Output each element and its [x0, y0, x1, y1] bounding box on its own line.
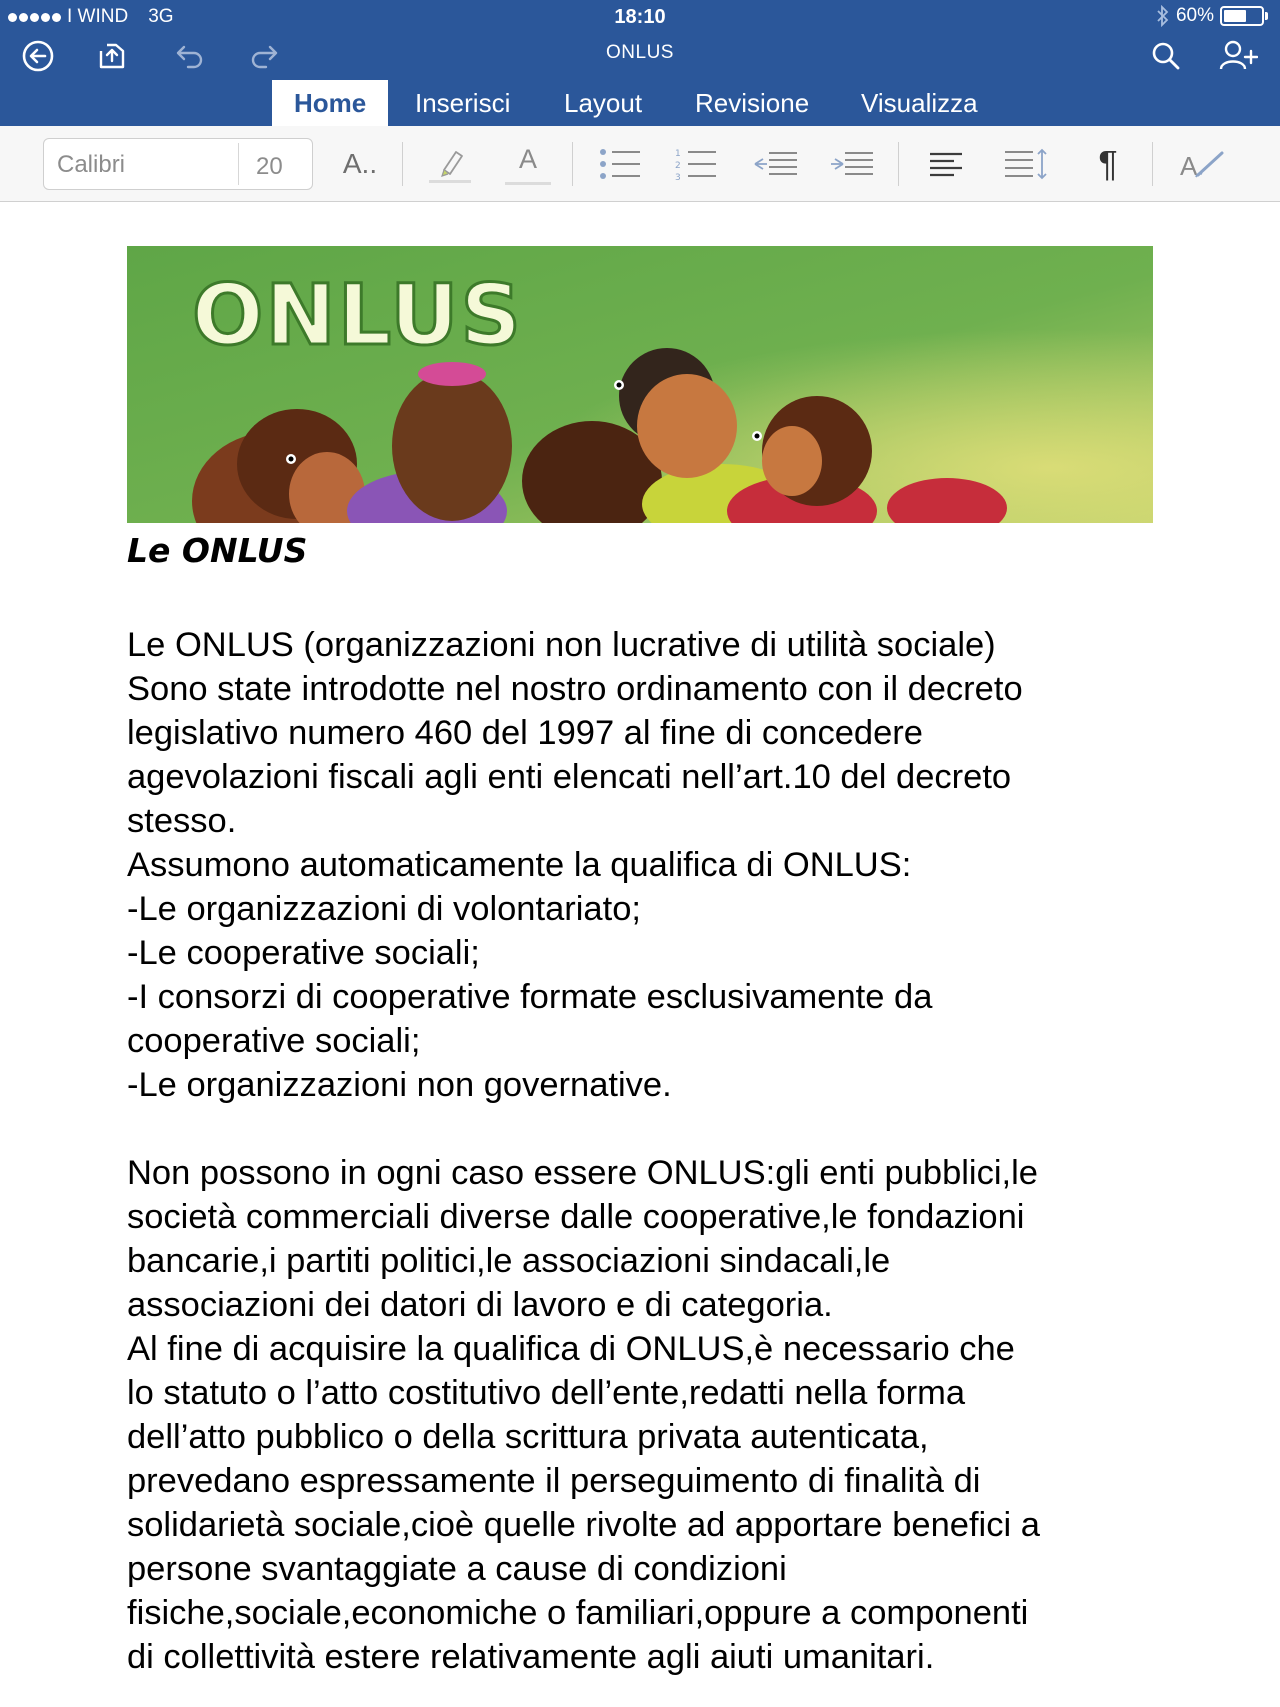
bluetooth-icon: [1156, 5, 1170, 27]
document-line: -Le organizzazioni non governative.: [127, 1066, 672, 1104]
document-line: società commerciali diverse dalle cooperative,le fondazioni: [127, 1198, 1025, 1236]
add-person-icon[interactable]: [1218, 36, 1258, 76]
document-line: Al fine di acquisire la qualifica di ONLUS,è necessario che: [127, 1330, 1015, 1368]
font-options-button[interactable]: A..: [342, 148, 378, 179]
line-spacing-button[interactable]: [1000, 138, 1052, 190]
numbered-list-icon: [674, 147, 718, 181]
network-label: 3G: [148, 6, 174, 27]
document-body[interactable]: [127, 623, 1187, 1679]
document-line: persone svantaggiate a cause di condizioni: [127, 1550, 787, 1588]
document-line: lo statuto o l’atto costitutivo dell’ente,redatti nella forma: [127, 1374, 966, 1412]
line-spacing-icon: [1003, 147, 1049, 181]
document-line: solidarietà sociale,cioè quelle rivolte ad apportare benefici a: [127, 1506, 1040, 1544]
font-color-label: A: [518, 143, 537, 174]
carrier-label: I WIND: [67, 6, 129, 27]
title-bar: [0, 34, 1280, 78]
styles-button[interactable]: [1174, 138, 1230, 190]
svg-text:2: 2: [675, 161, 681, 171]
document-line: associazioni dei datori di lavoro e di categoria.: [127, 1286, 833, 1324]
paragraph-group-2: [127, 1151, 1187, 1679]
battery-icon: [1220, 6, 1264, 26]
tab-visualizza[interactable]: Visualizza: [861, 87, 978, 118]
svg-text:1: 1: [675, 149, 681, 159]
document-line: Le ONLUS (organizzazioni non lucrative di utilità sociale): [127, 626, 996, 664]
banner-title: ONLUS: [192, 266, 523, 364]
increase-indent-icon: [829, 149, 875, 179]
document-line: di collettività estere relativamente agli aiuti umanitari.: [127, 1638, 935, 1676]
document-line: -I consorzi di cooperative formate esclusivamente da: [127, 978, 933, 1016]
document-line: Sono state introdotte nel nostro ordinamento con il decreto: [127, 670, 1023, 708]
paragraph-group-1: [127, 623, 1187, 1107]
highlight-button[interactable]: [424, 138, 476, 190]
font-color-button[interactable]: [502, 138, 554, 190]
tab-inserisci[interactable]: Inserisci: [415, 87, 511, 118]
document-line: legislativo numero 460 del 1997 al fine di concedere: [127, 714, 923, 752]
battery-percent: 60%: [1175, 5, 1214, 26]
search-icon[interactable]: [1146, 36, 1186, 76]
document-line: stesso.: [127, 802, 237, 840]
increase-indent-button[interactable]: [826, 138, 878, 190]
document-line: -Le cooperative sociali;: [127, 934, 480, 972]
svg-text:A: A: [1180, 151, 1198, 181]
document-line: cooperative sociali;: [127, 1022, 421, 1060]
document-line: fisiche,sociale,economiche o familiari,oppure a componenti: [127, 1594, 1029, 1632]
document-title: ONLUS: [606, 42, 674, 63]
styles-brush-icon: [1178, 147, 1226, 181]
font-size-field[interactable]: 20: [256, 153, 283, 180]
formatting-toolbar: [0, 126, 1280, 202]
highlighter-icon: [426, 140, 474, 188]
align-left-button[interactable]: [920, 138, 972, 190]
battery-level-fill: [1224, 10, 1246, 22]
align-left-icon: [928, 149, 964, 179]
bullet-list-icon: [598, 147, 642, 181]
tab-layout[interactable]: Layout: [564, 87, 643, 118]
app-header: [0, 0, 1280, 126]
onlus-banner-image: [127, 246, 1153, 523]
decrease-indent-icon: [753, 149, 799, 179]
decrease-indent-button[interactable]: [750, 138, 802, 190]
document-line: agevolazioni fiscali agli enti elencati nell’art.10 del decreto: [127, 758, 1012, 796]
document-line: dell’atto pubblico o della scrittura privata autenticata,: [127, 1418, 929, 1456]
bullet-list-button[interactable]: [594, 138, 646, 190]
document-line: Assumono automaticamente la qualifica di ONLUS:: [127, 846, 912, 884]
svg-text:3: 3: [675, 173, 681, 181]
paragraph-mark-button[interactable]: ¶: [1098, 143, 1118, 184]
font-name-field[interactable]: Calibri: [57, 151, 126, 178]
ribbon-tabs: [0, 80, 1280, 126]
status-time: 18:10: [614, 6, 666, 28]
document-line: prevedano espressamente il perseguimento di finalità di: [127, 1462, 981, 1500]
document-line: bancarie,i partiti politici,le associazioni sindacali,le: [127, 1242, 891, 1280]
document-canvas[interactable]: [0, 203, 1280, 1707]
document-line: -Le organizzazioni di volontariato;: [127, 890, 641, 928]
tab-revisione[interactable]: Revisione: [695, 87, 810, 118]
document-heading: Le ONLUS: [127, 531, 308, 570]
numbered-list-button[interactable]: [670, 138, 722, 190]
font-picker[interactable]: [43, 138, 313, 190]
status-bar: [0, 0, 1280, 34]
document-line: Non possono in ogni caso essere ONLUS:gli enti pubblici,le: [127, 1154, 1038, 1192]
tab-home[interactable]: Home: [272, 80, 388, 126]
